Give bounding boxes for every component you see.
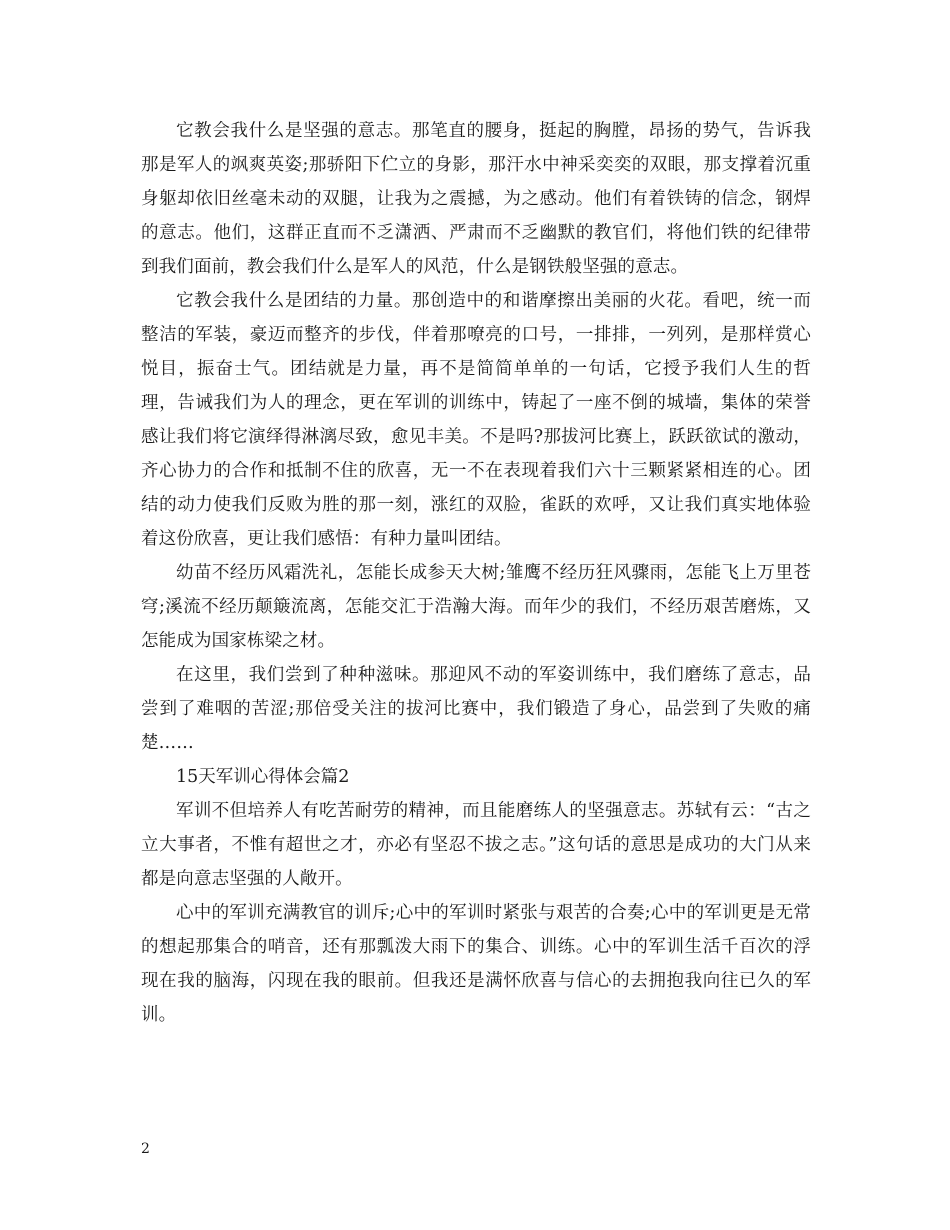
- paragraph-unity: 它教会我什么是团结的力量。那创造中的和谐摩擦出美丽的火花。看吧，统一而整洁的军装，豪迈而整齐的步伐，伴着那嘹亮的口号，一排排，一列列，是那样赏心悦目，振奋士气。团结就是力量，再不是简简单单的一句话，它授予我们人生的哲理，告诫我们为人的理念，更在军训的训练中，铸起了一座不倒的城墙，集体的荣誉感让我们将它演绎得淋漓尽致，愈见丰美。不是吗?那拔河比赛上，跃跃欲试的激动，齐心协力的合作和抵制不住的欣喜，无一不在表现着我们六十三颗紧紧相连的心。团结的动力使我们反败为胜的那一刻，涨红的双脸，雀跃的欢呼，又让我们真实地体验着这份欣喜，更让我们感悟：有种力量叫团结。: [141, 291, 811, 549]
- paragraph-hardship: 幼苗不经历风霜洗礼，怎能长成参天大树;雏鹰不经历狂风骤雨，怎能飞上万里苍穹;溪流不经历颠簸流离，怎能交汇于浩瀚大海。而年少的我们，不经历艰苦磨炼，又怎能成为国家栋梁之材。: [141, 563, 811, 651]
- section-heading: 15天军训心得体会篇2: [176, 767, 350, 787]
- document-body: [141, 114, 811, 1032]
- paragraph-willpower: 它教会我什么是坚强的意志。那笔直的腰身，挺起的胸膛，昂扬的势气，告诉我那是军人的飒爽英姿;那骄阳下伫立的身影，那汗水中神采奕奕的双眼，那支撑着沉重身躯却依旧丝毫未动的双腿，让我为之震撼，为之感动。他们有着铁铸的信念，钢焊的意志。他们，这群正直而不乏潇洒、严肃而不乏幽默的教官们，将他们铁的纪律带到我们面前，教会我们什么是军人的风范，什么是钢铁般坚强的意志。: [141, 121, 811, 277]
- paragraph-memories: 心中的军训充满教官的训斥;心中的军训时紧张与艰苦的合奏;心中的军训更是无常的想起那集合的哨音，还有那瓢泼大雨下的集合、训练。心中的军训生活千百次的浮现在我的脑海，闪现在我的眼前。但我还是满怀欣喜与信心的去拥抱我向往已久的军训。: [141, 903, 811, 1025]
- paragraph-flavors: 在这里，我们尝到了种种滋味。那迎风不动的军姿训练中，我们磨练了意志，品尝到了难咽的苦涩;那倍受关注的拔河比赛中，我们锻造了身心，品尝到了失败的痛楚……: [141, 665, 811, 753]
- paragraph-perseverance: 军训不但培养人有吃苦耐劳的精神，而且能磨练人的坚强意志。苏轼有云：“古之立大事者，不惟有超世之才，亦必有坚忍不拔之志。”这句话的意思是成功的大门从来都是向意志坚强的人敞开。: [141, 801, 811, 889]
- page-number: 2: [141, 1141, 150, 1157]
